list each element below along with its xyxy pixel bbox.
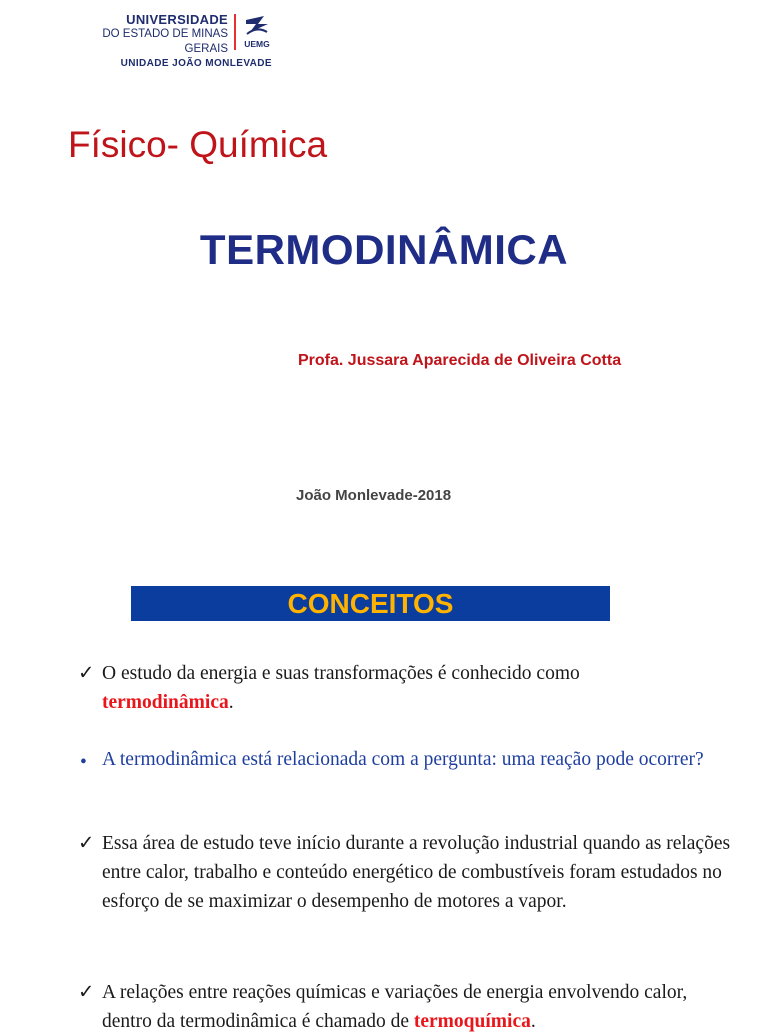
list-item-body: Essa área de estudo teve início durante a revolução industrial quando as relações entre calor, trabalho e conteúdo energético de combustíveis foram estudados no esforço de se maximizar o desempenho de motores a vapor. — [102, 833, 731, 912]
highlight-term: termodinâmica — [102, 692, 229, 713]
highlight-term: termoquímica — [413, 1011, 531, 1032]
university-logo — [72, 12, 272, 70]
logo-wordmark — [72, 12, 228, 57]
section-banner — [131, 586, 610, 621]
logo-line-1: UNIVERSIDADE — [126, 12, 228, 27]
checkmark-icon: ✓ — [78, 982, 95, 1003]
list-item — [78, 748, 738, 772]
logo-divider — [234, 14, 236, 50]
subject-title: TERMODINÂMICA — [199, 226, 569, 273]
course-title: Físico- Química — [68, 124, 328, 165]
list-item — [78, 829, 738, 916]
list-item-body: O estudo da energia e suas transformações é conhecido como — [102, 663, 580, 684]
logo-badge: UEMG — [244, 39, 270, 49]
list-item-body: A relações entre reações químicas e variações de energia envolvendo calor, dentro da termodinâmica é chamado de — [102, 982, 688, 1032]
list-item — [78, 978, 738, 1036]
list-item-text — [102, 659, 738, 717]
place-year: João Monlevade-2018 — [296, 487, 452, 504]
list-item-tail: . — [530, 1011, 536, 1032]
logo-line-2: DO ESTADO DE MINAS GERAIS — [102, 28, 228, 55]
list-item-body: A termodinâmica está relacionada com a pergunta: uma reação pode ocorrer? — [102, 749, 704, 770]
list-item — [78, 659, 738, 717]
logo-unit-name: UNIDADE JOÃO MONLEVADE — [120, 58, 272, 69]
list-item-tail: . — [228, 692, 234, 713]
professor-name: Profa. Jussara Aparecida de Oliveira Cotta — [298, 352, 622, 369]
bullet-dot-icon: • — [80, 752, 87, 773]
uemg-emblem-icon — [244, 14, 270, 50]
section-banner-label: CONCEITOS — [287, 588, 454, 619]
checkmark-icon: ✓ — [78, 663, 95, 684]
list-item-text — [102, 978, 736, 1036]
checkmark-icon: ✓ — [78, 833, 95, 854]
